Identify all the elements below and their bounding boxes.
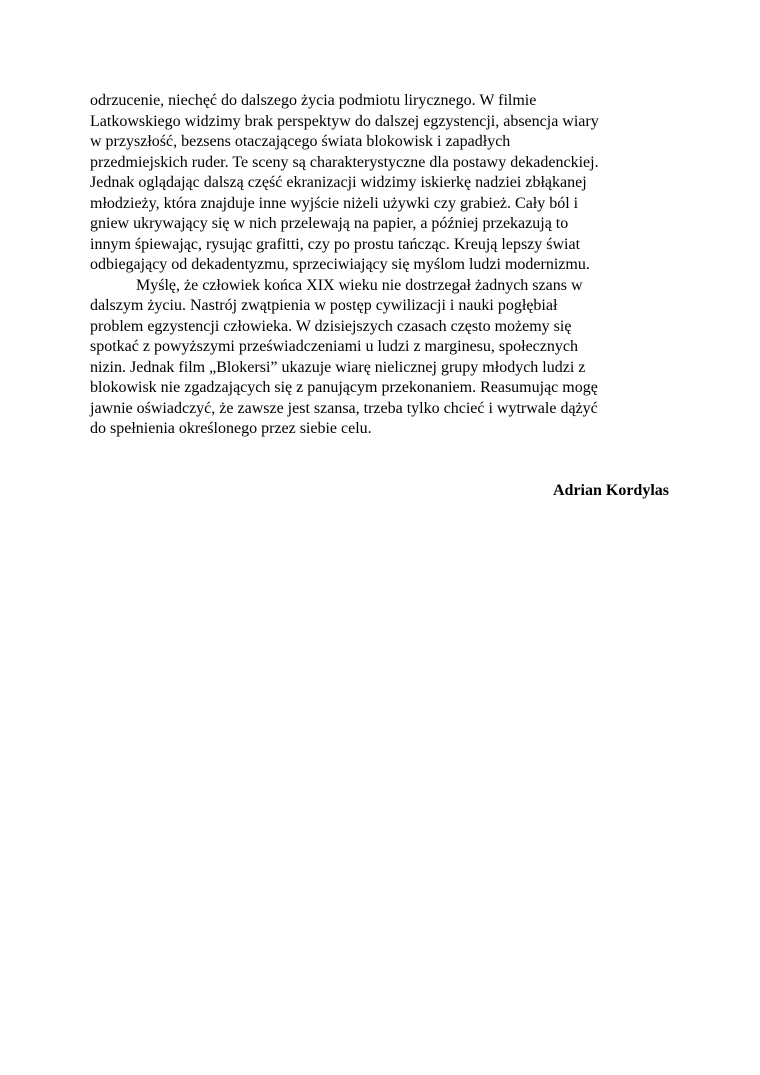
text-line: nizin. Jednak film „Blokersi” ukazuje wiarę nielicznej grupy młodych ludzi z bbox=[90, 358, 586, 376]
text-line: Latkowskiego widzimy brak perspektyw do dalszej egzystencji, absencja wiary bbox=[90, 112, 599, 130]
text-line: gniew ukrywający się w nich przelewają na papier, a później przekazują to bbox=[90, 215, 569, 232]
text-line: do spełnienia określonego przez siebie celu. bbox=[90, 420, 372, 437]
text-line: w przyszłość, bezsens otaczającego świata blokowisk i zapadłych bbox=[90, 133, 511, 150]
text-line: Jednak oglądając dalszą część ekranizacji widzimy iskierkę nadziei zbłąkanej bbox=[90, 174, 587, 191]
author-signature: Adrian Kordylas bbox=[552, 482, 669, 499]
text-line: spotkać z powyższymi przeświadczeniami u ludzi z marginesu, społecznych bbox=[90, 338, 578, 355]
text-line: problem egzystencji człowieka. W dzisiejszych czasach często możemy się bbox=[90, 317, 572, 335]
essay-body bbox=[90, 91, 670, 440]
paragraph-start-line: Myślę, że człowiek końca XIX wieku nie dostrzegał żadnych szans w bbox=[136, 276, 583, 294]
text-line: przedmiejskich ruder. Te sceny są charakterystyczne dla postawy dekadenckiej. bbox=[90, 153, 599, 171]
text-line: młodzieży, która znajduje inne wyjście niżeli używki czy grabież. Cały ból i bbox=[90, 194, 579, 212]
text-line: odbiegający od dekadentyzmu, sprzeciwiający się myślom ludzi modernizmu. bbox=[90, 256, 590, 273]
text-line: innym śpiewając, rysując grafitti, czy po prostu tańcząc. Kreują lepszy świat bbox=[90, 235, 581, 253]
text-line: jawnie oświadczyć, że zawsze jest szansa, trzeba tylko chcieć i wytrwale dążyć bbox=[90, 399, 598, 417]
text-line: odrzucenie, niechęć do dalszego życia podmiotu lirycznego. W filmie bbox=[90, 92, 537, 109]
text-line: dalszym życiu. Nastrój zwątpienia w postęp cywilizacji i nauki pogłębiał bbox=[90, 297, 558, 314]
text-line: blokowisk nie zgadzających się z panującym przekonaniem. Reasumując mogę bbox=[90, 379, 598, 396]
